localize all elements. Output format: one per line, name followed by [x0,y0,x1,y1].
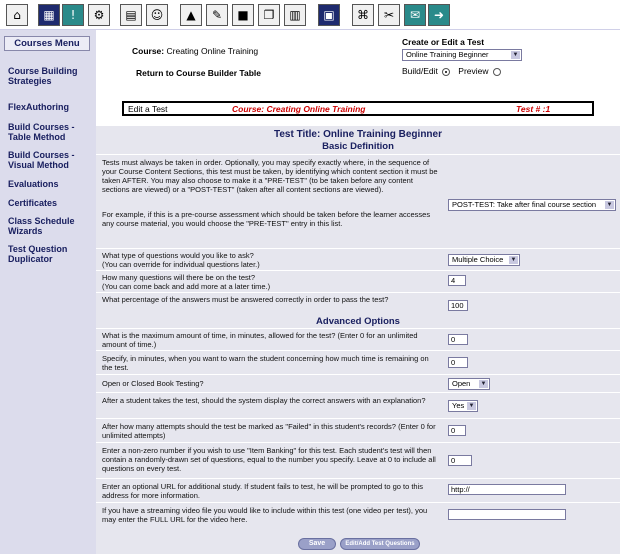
order-example: For example, if this is a pre-course assessment which should be taken before the learner accesses any course material, you would choose the "PRE-TEST" entry in this list. [102,210,431,228]
study-url-input[interactable]: http:// [448,484,566,495]
build-edit-label: Build/Edit [402,66,438,76]
sidebar-item-course-building-strategies[interactable]: Course Building Strategies [8,66,78,86]
pass-percentage-input[interactable]: 100 [448,300,468,311]
certificate-icon[interactable]: ✉ [404,4,426,26]
create-edit-test-title: Create or Edit a Test [402,37,485,47]
item-banking-input[interactable]: 0 [448,455,472,466]
max-time-input[interactable]: 0 [448,334,468,345]
book-select-value: Open [452,379,471,388]
warn-question: Specify, in minutes, when you want to warn the student concerning how much time is remaining on the test. [102,354,429,372]
test-select[interactable] [402,49,522,61]
edit-add-test-questions-button[interactable]: Edit/Add Test Questions [340,538,420,550]
chart-icon[interactable]: ▥ [284,4,306,26]
question-count-input[interactable]: 4 [448,275,466,286]
save-button[interactable]: Save [298,538,336,550]
basic-definition-heading: Basic Definition [322,141,394,152]
sidebar-item-build-courses-visual[interactable]: Build Courses - Visual Method [8,150,75,170]
sidebar-item-build-courses-table[interactable]: Build Courses - Table Method [8,122,75,142]
book-question: Open or Closed Book Testing? [102,379,204,388]
attempts-question: After how many attempts should the test be marked as "Failed" in this student's records? (Enter 0 for unlimited attempts) [102,422,436,440]
build-edit-radio[interactable] [442,68,450,76]
sidebar-item-flexauthoring[interactable]: FlexAuthoring [8,102,69,112]
main-content [96,30,620,554]
top-toolbar [0,0,620,30]
order-select[interactable] [448,199,616,211]
scissors-icon[interactable]: ✂ [378,4,400,26]
show-answers-value: Yes [452,401,465,410]
form-row-warn [96,350,620,374]
info-icon[interactable]: ! [62,4,84,26]
form-row-video [96,502,620,528]
question-type-value: Multiple Choice [452,255,504,264]
sidebar-item-certificates[interactable]: Certificates [8,198,58,208]
course-info [132,46,258,56]
test-title: Test Title: Online Training Beginner [274,129,442,140]
form-row-type [96,248,620,270]
chevron-down-icon: ▼ [512,52,519,58]
sidebar-item-class-schedule-wizards[interactable]: Class Schedule Wizards [8,216,75,236]
tools-icon[interactable]: ⚙ [88,4,110,26]
advanced-options-heading: Advanced Options [316,316,400,327]
calendar-icon[interactable]: ▦ [38,4,60,26]
video-url-input[interactable] [448,509,566,520]
order-select-value: POST-TEST: Take after final course section [452,200,597,209]
test-definition-form [96,126,620,554]
form-row-time [96,328,620,350]
course-name: Creating Online Training [166,46,259,56]
test-select-value: Online Training Beginner [406,50,489,59]
show-answers-select[interactable] [448,400,478,412]
form-row-url [96,478,620,502]
preview-label: Preview [458,66,489,76]
type-question: What type of questions would you like to ask? (You can override for individual questions later.) [102,251,260,269]
copy-icon[interactable]: ❐ [258,4,280,26]
edit-icon[interactable]: ✎ [206,4,228,26]
edit-test-banner [122,101,594,116]
warning-time-input[interactable]: 0 [448,357,468,368]
edit-test-label: Edit a Test [128,104,168,114]
attempts-input[interactable]: 0 [448,425,466,436]
banking-question: Enter a non-zero number if you wish to use "Item Banking" for this test. Each student's test will then contain a randomly-drawn set of questions, equal to the number you specify. Leave at 0 to include all questions on every test. [102,446,436,473]
people-icon[interactable]: ☺ [146,4,168,26]
banner-course-name: Course: Creating Online Training [232,104,366,114]
video-question: If you have a streaming video file you would like to include within this test (one video per test), you may enter the FULL URL for the video here. [102,506,428,524]
board-icon[interactable]: ▣ [318,4,340,26]
sidebar-item-test-question-duplicator[interactable]: Test Question Duplicator [8,244,68,264]
time-question: What is the maximum amount of time, in minutes, allowed for the test? (Enter 0 for an unlimited amount of time.) [102,331,418,349]
url-question: Enter an optional URL for additional study. If student fails to test, he will be prompted to go to this address for more information. [102,482,424,500]
order-question: Tests must always be taken in order. Optionally, you may specify exactly where, in the sequence of your Course Content Sections, this test must be taken, by identifying which content section it must be taken AFTER. You may also choose to make it a "PRE-TEST" (to be taken before any content sections are viewed) or a "POST-TEST" (taken after all content sections are viewed). [102,158,438,194]
form-row-order [96,154,620,248]
grid-icon[interactable]: ▤ [120,4,142,26]
form-row-book [96,374,620,392]
network-icon[interactable]: ⌘ [352,4,374,26]
tree-icon[interactable]: ▲ [180,4,202,26]
form-row-count [96,270,620,292]
sidebar-item-evaluations[interactable]: Evaluations [8,179,59,189]
form-row-pass [96,292,620,316]
chevron-down-icon: ▼ [510,257,517,263]
answers-question: After a student takes the test, should the system display the correct answers with an explanation? [102,396,426,405]
chevron-down-icon: ▼ [606,202,613,208]
cube-icon[interactable]: ■ [232,4,254,26]
chevron-down-icon: ▼ [468,403,475,409]
sidebar [0,30,96,554]
book-select[interactable] [448,378,490,390]
pass-question: What percentage of the answers must be answered correctly in order to pass the test? [102,295,389,304]
count-question: How many questions will there be on the test? (You can come back and add more at a later time.) [102,273,271,291]
export-icon[interactable]: ➜ [428,4,450,26]
courses-menu-title: Courses Menu [4,36,90,51]
form-row-attempts [96,418,620,442]
banner-test-number: Test # :1 [516,104,551,114]
preview-radio[interactable] [493,68,501,76]
home-icon[interactable]: ⌂ [6,4,28,26]
mode-radio-group [402,66,507,76]
course-label: Course: [132,46,165,56]
chevron-down-icon: ▼ [480,381,487,387]
question-type-select[interactable] [448,254,520,266]
form-row-banking [96,442,620,478]
return-to-course-builder-link[interactable]: Return to Course Builder Table [136,68,261,78]
form-row-answers [96,392,620,418]
